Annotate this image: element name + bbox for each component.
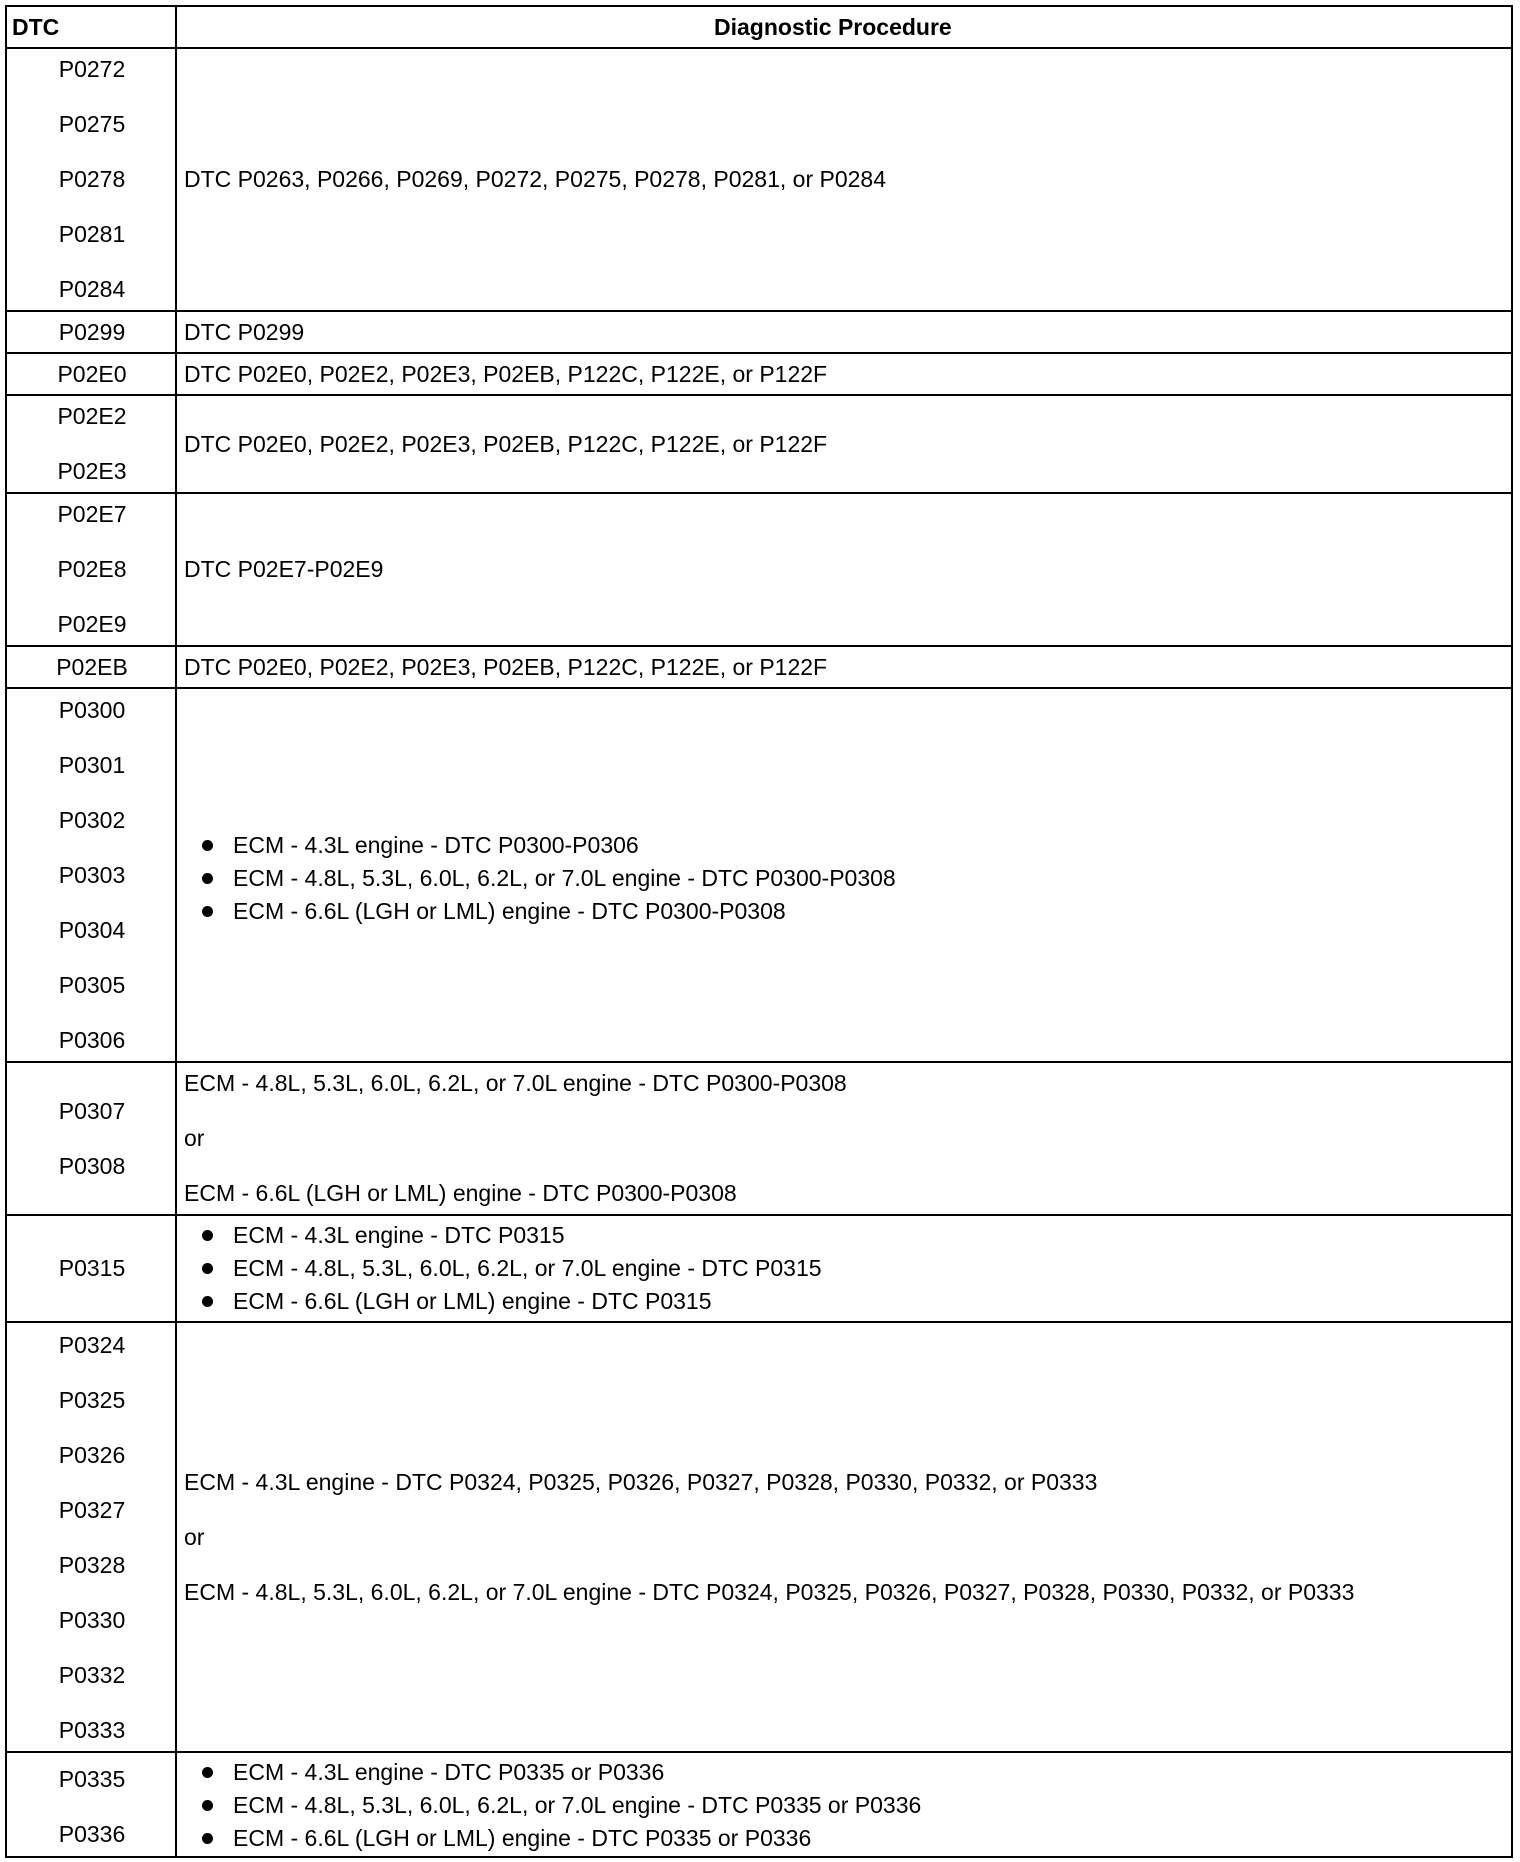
dtc-code: P02EB xyxy=(56,654,128,680)
dtc-code: P0336 xyxy=(58,1821,126,1847)
dtc-code: P0324 xyxy=(58,1332,126,1358)
dtc-code: P0281 xyxy=(58,221,126,247)
dtc-code: P0300 xyxy=(58,697,126,723)
procedure-bullet: ECM - 4.3L engine - DTC P0300-P0306 xyxy=(233,832,639,858)
dtc-code: P0333 xyxy=(58,1717,126,1743)
dtc-code: P0305 xyxy=(58,972,126,998)
procedure-text: DTC P02E0, P02E2, P02E3, P02EB, P122C, P122E, or P122F xyxy=(184,361,828,387)
dtc-code: P0326 xyxy=(58,1442,126,1468)
bullet-icon xyxy=(202,1767,213,1778)
procedure-text: DTC P02E0, P02E2, P02E3, P02EB, P122C, P122E, or P122F xyxy=(184,654,828,680)
procedure-bullet: ECM - 4.3L engine - DTC P0335 or P0336 xyxy=(233,1759,665,1785)
dtc-code: P02E7 xyxy=(57,501,127,527)
dtc-code: P0308 xyxy=(58,1153,126,1179)
bullet-icon xyxy=(202,1230,213,1241)
dtc-code: P0278 xyxy=(58,166,126,192)
header-dtc: DTC xyxy=(12,14,60,40)
dtc-code: P02E3 xyxy=(57,458,127,484)
procedure-text: DTC P02E7-P02E9 xyxy=(184,556,384,582)
dtc-code: P02E2 xyxy=(57,403,127,429)
procedure-bullet: ECM - 4.8L, 5.3L, 6.0L, 6.2L, or 7.0L engine - DTC P0315 xyxy=(233,1255,822,1281)
bullet-icon xyxy=(202,906,213,917)
procedure-bullet: ECM - 4.8L, 5.3L, 6.0L, 6.2L, or 7.0L engine - DTC P0335 or P0336 xyxy=(233,1792,922,1818)
bullet-icon xyxy=(202,1263,213,1274)
dtc-code: P0335 xyxy=(58,1766,126,1792)
dtc-code: P0299 xyxy=(58,319,126,345)
procedure-bullet: ECM - 6.6L (LGH or LML) engine - DTC P0335 or P0336 xyxy=(233,1825,812,1851)
dtc-code: P0325 xyxy=(58,1387,126,1413)
dtc-code: P0303 xyxy=(58,862,126,888)
dtc-code: P0306 xyxy=(58,1027,126,1053)
procedure-text: DTC P02E0, P02E2, P02E3, P02EB, P122C, P122E, or P122F xyxy=(184,431,828,457)
dtc-code: P0301 xyxy=(58,752,126,778)
dtc-code: P0302 xyxy=(58,807,126,833)
dtc-code: P0275 xyxy=(58,111,126,137)
dtc-code: P0272 xyxy=(58,56,126,82)
dtc-code: P0307 xyxy=(58,1098,126,1124)
dtc-code: P02E8 xyxy=(57,556,127,582)
dtc-code: P02E9 xyxy=(57,611,127,637)
procedure-text: DTC P0263, P0266, P0269, P0272, P0275, P0278, P0281, or P0284 xyxy=(184,166,887,192)
procedure-bullet: ECM - 6.6L (LGH or LML) engine - DTC P0315 xyxy=(233,1288,712,1314)
header-diagnostic-procedure: Diagnostic Procedure xyxy=(714,14,952,40)
procedure-text: ECM - 4.8L, 5.3L, 6.0L, 6.2L, or 7.0L engine - DTC P0300-P0308 xyxy=(184,1070,847,1096)
dtc-code: P02E0 xyxy=(57,361,127,387)
bullet-icon xyxy=(202,1800,213,1811)
bullet-icon xyxy=(202,1296,213,1307)
procedure-text: DTC P0299 xyxy=(184,319,305,345)
procedure-text: ECM - 4.8L, 5.3L, 6.0L, 6.2L, or 7.0L engine - DTC P0324, P0325, P0326, P0327, P0328, P0330, P0332, or P0333 xyxy=(184,1579,1355,1605)
dtc-code: P0330 xyxy=(58,1607,126,1633)
procedure-text: or xyxy=(184,1524,205,1550)
dtc-code: P0328 xyxy=(58,1552,126,1578)
dtc-code: P0327 xyxy=(58,1497,126,1523)
dtc-code: P0284 xyxy=(58,276,126,302)
procedure-bullet: ECM - 4.3L engine - DTC P0315 xyxy=(233,1222,565,1248)
procedure-text: ECM - 6.6L (LGH or LML) engine - DTC P0300-P0308 xyxy=(184,1180,737,1206)
bullet-icon xyxy=(202,873,213,884)
procedure-text: ECM - 4.3L engine - DTC P0324, P0325, P0326, P0327, P0328, P0330, P0332, or P0333 xyxy=(184,1469,1098,1495)
procedure-bullet: ECM - 6.6L (LGH or LML) engine - DTC P0300-P0308 xyxy=(233,898,786,924)
dtc-code: P0304 xyxy=(58,917,126,943)
bullet-icon xyxy=(202,1833,213,1844)
procedure-text: or xyxy=(184,1125,205,1151)
dtc-code: P0332 xyxy=(58,1662,126,1688)
procedure-bullet: ECM - 4.8L, 5.3L, 6.0L, 6.2L, or 7.0L engine - DTC P0300-P0308 xyxy=(233,865,896,891)
dtc-code: P0315 xyxy=(58,1255,126,1281)
bullet-icon xyxy=(202,840,213,851)
